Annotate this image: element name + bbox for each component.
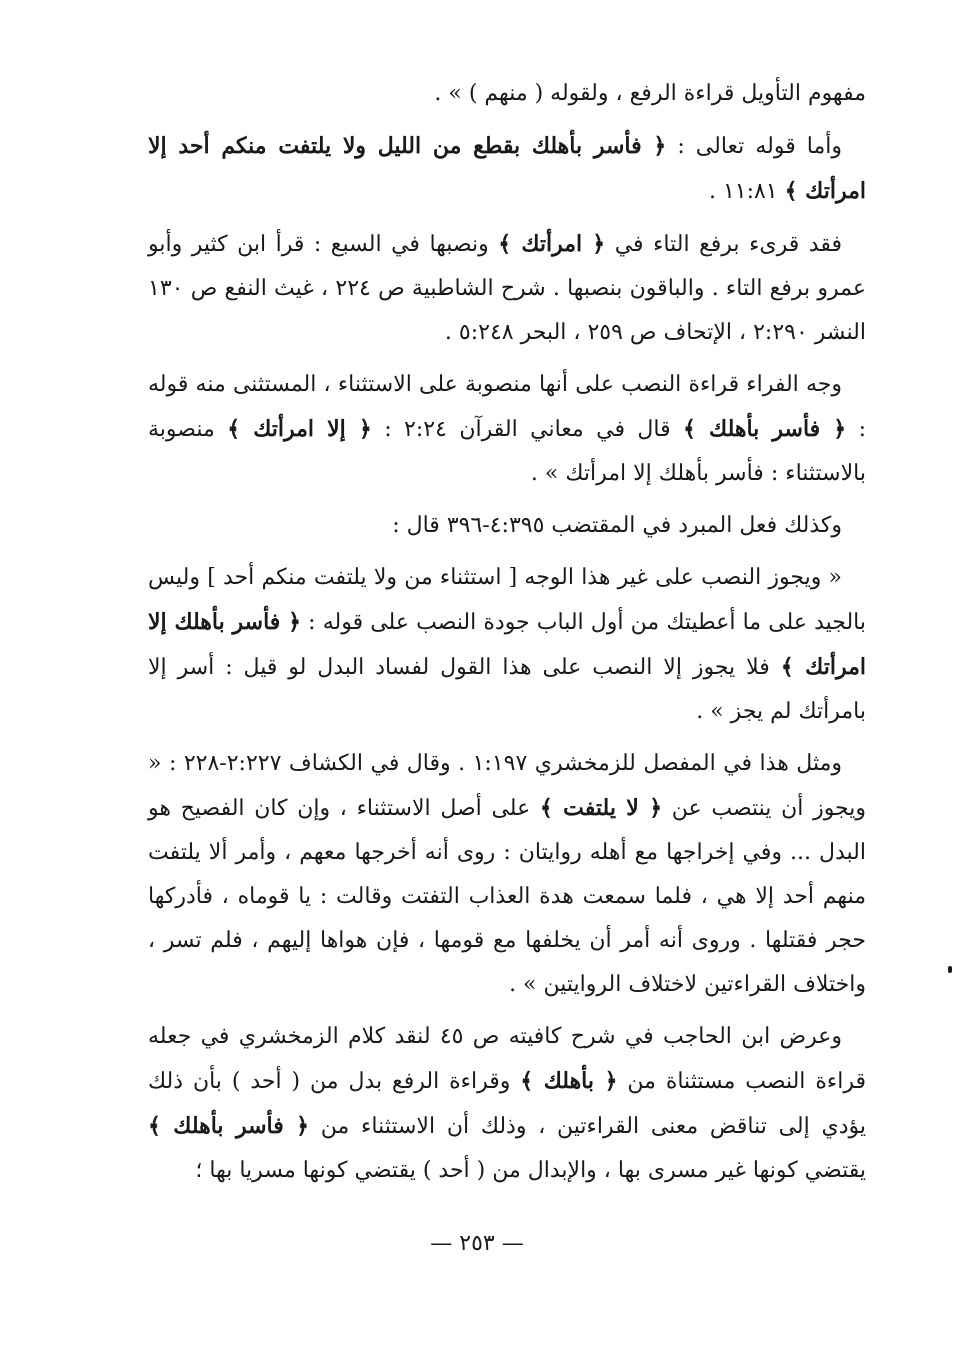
page-body-text (148, 72, 866, 1201)
quran-quote: ﴿ بأهلك ﴾ (520, 1068, 618, 1094)
paragraph-text: قال في معاني القرآن ٢:٢٤ : (371, 417, 684, 442)
paragraph (148, 363, 866, 496)
paragraph (148, 72, 866, 116)
paragraph-text: ١١:٨١ . (708, 179, 785, 204)
quran-quote: ﴿ امرأتك ﴾ (498, 231, 606, 257)
paragraph-text: فقد قرىء برفع التاء في (605, 232, 842, 257)
paragraph (148, 1015, 866, 1193)
paragraph (148, 504, 866, 548)
quran-quote: ﴿ فأسر بأهلك ﴾ (683, 416, 847, 442)
paragraph-text: على أصل الاستثناء ، وإن كان الفصيح هو البدل ... وفي إخراجها مع أهله روايتان : روى أنه أخرجها معهم ، وأمر ألا يلتفت منهم أحد إلا هي ، فلما سمعت هدة العذاب التفتت وقالت : يا قوماه ، فأدركها حجر فقتلها . وروى أنه أمر أن يخلفها مع قومها ، فإن هواها إليهم ، فلم تسر ، واختلاف القراءتين لاختلاف الروايتين » . (148, 796, 866, 997)
paragraph-text: وعرض ابن الحاجب في شرح كافيته ص ٤٥ لنقد كلام الزمخشري في جعله قراءة النصب مستثناة من (148, 1024, 866, 1094)
paragraph (148, 742, 866, 1007)
paragraph-text: ومثل هذا في المفصل للزمخشري ١:١٩٧ . وقال في الكشاف ٢:٢٢٧-٢٢٨ : « ويجوز أن ينتصب عن (148, 751, 867, 821)
page-number: — ٢٥٣ — (430, 1231, 524, 1256)
paragraph-text: « ويجوز النصب على غير هذا الوجه [ استثناء من ولا يلتفت منكم أحد ] وليس بالجيد على ما أعطيتك من أول الباب جودة النصب على قوله : (148, 565, 866, 635)
paragraph-text: يقتضي كونها غير مسرى بها ، والإبدال من ( أحد ) يقتضي كونها مسريا بها ؛ (195, 1158, 866, 1183)
paragraph-text: ونصبها في السبع : قرأ ابن كثير وأبو عمرو برفع التاء . والباقون بنصبها . شرح الشاطبية ص ٢٢٤ ، غيث النفع ص ١٣٠ النشر ٢:٢٩٠ ، الإتحاف ص ٢٥٩ ، البحر ٥:٢٤٨ . (148, 232, 866, 345)
margin-ink-mark (948, 966, 952, 973)
paragraph (148, 124, 866, 214)
quran-quote: ﴿ فأسر بأهلك إلا امرأتك ﴾ (148, 609, 866, 680)
paragraph-text: وقراءة الرفع بدل من ( أحد ) بأن ذلك يؤدي إلى تناقض معنى القراءتين ، وذلك أن الاستثناء من (148, 1069, 866, 1139)
paragraph-text: منصوبة بالاستثناء : فأسر بأهلك إلا امرأتك » . (148, 417, 866, 486)
paragraph-text: وجه الفراء قراءة النصب على أنها منصوبة على الاستثناء ، المستثنى منه قوله : (148, 372, 867, 442)
quran-quote: ﴿ فأسر بأهلك ﴾ (148, 1113, 310, 1139)
quran-quote: ﴿ فأسر بأهلك بقطع من الليل ولا يلتفت منكم أحد إلا امرأتك ﴾ (148, 133, 866, 204)
paragraph (148, 222, 866, 355)
paragraph-text: وأما قوله تعالى : (666, 134, 842, 159)
paragraph-text: مفهوم التأويل قراءة الرفع ، ولقوله ( منهم ) » . (434, 81, 866, 106)
paragraph-text: فلا يجوز إلا النصب على هذا القول لفساد البدل لو قيل : أسر إلا بامرأتك لم يجز » . (148, 655, 866, 724)
paragraph (148, 556, 866, 734)
quran-quote: ﴿ لا يلتفت ﴾ (539, 795, 663, 821)
paragraph-text: وكذلك فعل المبرد في المقتضب ٤:٣٩٥-٣٩٦ قال : (392, 513, 842, 538)
quran-quote: ﴿ إلا امرأتك ﴾ (227, 416, 372, 442)
